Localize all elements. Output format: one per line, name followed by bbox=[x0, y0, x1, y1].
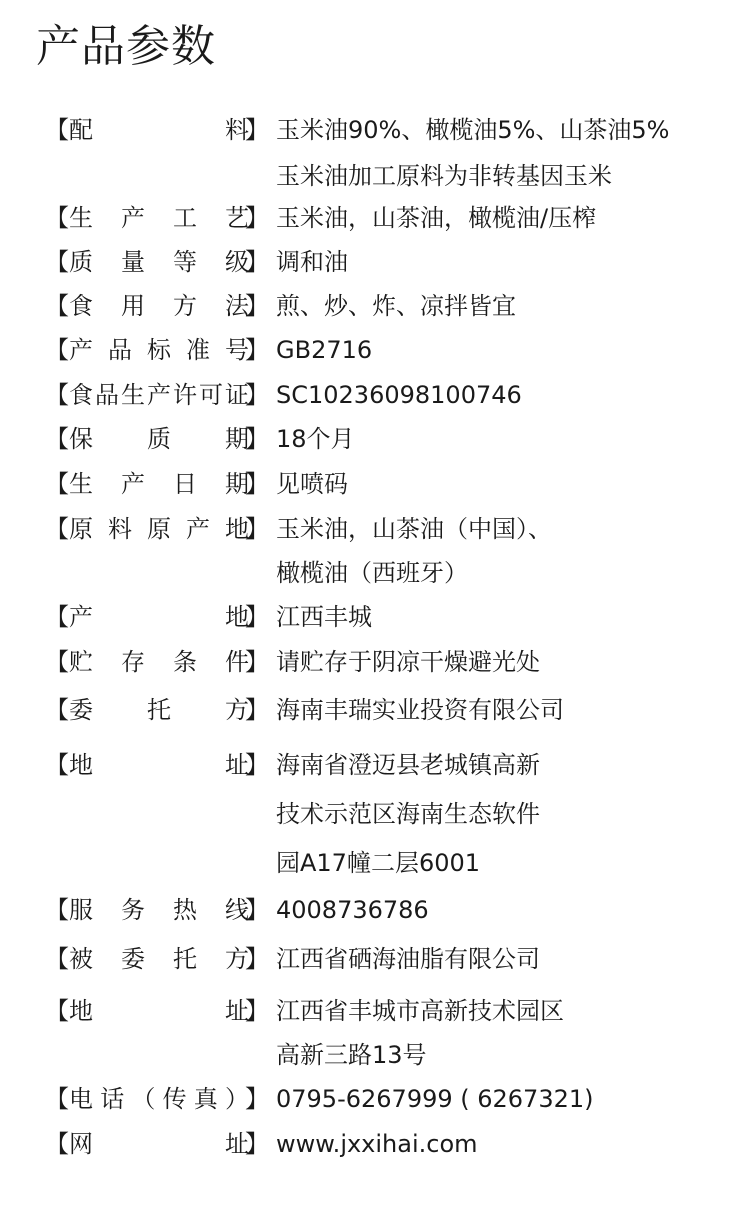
spec-label bbox=[45, 113, 275, 147]
spec-value bbox=[276, 422, 736, 468]
spec-label bbox=[45, 600, 275, 634]
spec-value-line: 玉米油90%、橄榄油5%、山茶油5% bbox=[276, 116, 670, 144]
spec-value-line: www.jxxihai.com bbox=[276, 1130, 478, 1158]
spec-value-line: 技术示范区海南生态软件 bbox=[276, 800, 540, 828]
spec-label-text: 被 委 托 方 bbox=[69, 945, 249, 973]
spec-label bbox=[45, 1127, 275, 1161]
spec-label bbox=[45, 994, 275, 1028]
left-bracket: 【 bbox=[45, 425, 69, 453]
left-bracket: 【 bbox=[45, 1085, 69, 1113]
spec-value-line: 玉米油加工原料为非转基因玉米 bbox=[276, 162, 612, 190]
spec-label-text: 电 话 （ 传 真 ） bbox=[69, 1085, 249, 1113]
spec-label-text: 地 址 bbox=[69, 751, 249, 779]
spec-label bbox=[45, 1082, 275, 1116]
left-bracket: 【 bbox=[45, 292, 69, 320]
right-bracket: 】 bbox=[245, 896, 269, 924]
spec-value-line: 玉米油，山茶油（中国）、 bbox=[276, 515, 552, 543]
left-bracket: 【 bbox=[45, 515, 69, 543]
spec-label-text: 产 地 bbox=[69, 603, 249, 631]
left-bracket: 【 bbox=[45, 896, 69, 924]
spec-value-line: 玉米油，山茶油，橄榄油/压榨 bbox=[276, 204, 597, 232]
left-bracket: 【 bbox=[45, 470, 69, 498]
spec-value bbox=[276, 512, 736, 600]
right-bracket: 】 bbox=[245, 292, 269, 320]
spec-label-text: 地 址 bbox=[69, 997, 249, 1025]
spec-value bbox=[276, 245, 736, 291]
right-bracket: 】 bbox=[245, 603, 269, 631]
left-bracket: 【 bbox=[45, 204, 69, 232]
spec-label bbox=[45, 942, 275, 976]
left-bracket: 【 bbox=[45, 336, 69, 364]
right-bracket: 】 bbox=[245, 381, 269, 409]
spec-value bbox=[276, 942, 736, 988]
spec-value bbox=[276, 994, 736, 1082]
right-bracket: 】 bbox=[245, 945, 269, 973]
spec-value-line: 请贮存于阴凉干燥避光处 bbox=[276, 648, 540, 676]
left-bracket: 【 bbox=[45, 648, 69, 676]
left-bracket: 【 bbox=[45, 945, 69, 973]
spec-value bbox=[276, 333, 736, 379]
spec-label-text: 产 品 标 准 号 bbox=[69, 336, 249, 364]
left-bracket: 【 bbox=[45, 997, 69, 1025]
left-bracket: 【 bbox=[45, 1130, 69, 1158]
right-bracket: 】 bbox=[245, 1085, 269, 1113]
spec-label-text: 网 址 bbox=[69, 1130, 249, 1158]
spec-label-text: 生 产 工 艺 bbox=[69, 204, 249, 232]
spec-value bbox=[276, 645, 736, 691]
spec-value-line: 见喷码 bbox=[276, 470, 348, 498]
spec-label bbox=[45, 512, 275, 546]
spec-label-text: 贮 存 条 件 bbox=[69, 648, 249, 676]
spec-label bbox=[45, 645, 275, 679]
spec-label-text: 质 量 等 级 bbox=[69, 248, 249, 276]
spec-value bbox=[276, 748, 736, 895]
spec-value bbox=[276, 893, 736, 939]
right-bracket: 】 bbox=[245, 997, 269, 1025]
spec-label bbox=[45, 245, 275, 279]
spec-value bbox=[276, 201, 736, 247]
spec-label-text: 生 产 日 期 bbox=[69, 470, 249, 498]
spec-value-line: 海南省澄迈县老城镇高新 bbox=[276, 751, 540, 779]
spec-value-line: 18个月 bbox=[276, 425, 355, 453]
spec-value bbox=[276, 113, 736, 205]
right-bracket: 】 bbox=[245, 336, 269, 364]
right-bracket: 】 bbox=[245, 696, 269, 724]
right-bracket: 】 bbox=[245, 470, 269, 498]
right-bracket: 】 bbox=[245, 751, 269, 779]
left-bracket: 【 bbox=[45, 751, 69, 779]
right-bracket: 】 bbox=[245, 116, 269, 144]
spec-value-line: 海南丰瑞实业投资有限公司 bbox=[276, 696, 564, 724]
spec-value-line: 4008736786 bbox=[276, 896, 429, 924]
spec-value bbox=[276, 693, 736, 739]
spec-value-line: 橄榄油（西班牙） bbox=[276, 559, 468, 587]
left-bracket: 【 bbox=[45, 603, 69, 631]
spec-label-text: 委 托 方 bbox=[69, 696, 249, 724]
spec-value-line: 江西丰城 bbox=[276, 603, 372, 631]
spec-value-line: 高新三路13号 bbox=[276, 1041, 427, 1069]
spec-value-line: 煎、炒、炸、凉拌皆宜 bbox=[276, 292, 516, 320]
spec-value-line: 园A17幢二层6001 bbox=[276, 849, 481, 877]
spec-value bbox=[276, 289, 736, 335]
spec-label bbox=[45, 467, 275, 501]
spec-label-text: 食 用 方 法 bbox=[69, 292, 249, 320]
spec-value bbox=[276, 600, 736, 646]
spec-label-text: 配 料 bbox=[69, 116, 249, 144]
spec-value bbox=[276, 467, 736, 513]
right-bracket: 】 bbox=[245, 515, 269, 543]
spec-label bbox=[45, 201, 275, 235]
spec-label bbox=[45, 422, 275, 456]
right-bracket: 】 bbox=[245, 248, 269, 276]
left-bracket: 【 bbox=[45, 248, 69, 276]
left-bracket: 【 bbox=[45, 381, 69, 409]
right-bracket: 】 bbox=[245, 425, 269, 453]
spec-label bbox=[45, 289, 275, 323]
spec-label bbox=[45, 693, 275, 727]
spec-label-text: 原 料 原 产 地 bbox=[69, 515, 249, 543]
spec-label bbox=[45, 893, 275, 927]
spec-value-line: 江西省丰城市高新技术园区 bbox=[276, 997, 564, 1025]
spec-value-line: 江西省硒海油脂有限公司 bbox=[276, 945, 540, 973]
spec-value-line: 调和油 bbox=[276, 248, 348, 276]
page-title: 产品参数 bbox=[36, 21, 216, 72]
spec-label bbox=[45, 748, 275, 782]
spec-value bbox=[276, 378, 736, 424]
spec-label bbox=[45, 378, 275, 412]
right-bracket: 】 bbox=[245, 1130, 269, 1158]
spec-value bbox=[276, 1127, 736, 1173]
right-bracket: 】 bbox=[245, 204, 269, 232]
spec-label bbox=[45, 333, 275, 367]
spec-value-line: 0795-6267999 ( 6267321) bbox=[276, 1085, 594, 1113]
right-bracket: 】 bbox=[245, 648, 269, 676]
spec-value-line: SC10236098100746 bbox=[276, 381, 522, 409]
spec-label-text: 保 质 期 bbox=[69, 425, 249, 453]
spec-value bbox=[276, 1082, 736, 1128]
left-bracket: 【 bbox=[45, 116, 69, 144]
left-bracket: 【 bbox=[45, 696, 69, 724]
spec-value-line: GB2716 bbox=[276, 336, 373, 364]
spec-label-text: 服 务 热 线 bbox=[69, 896, 249, 924]
spec-label-text: 食 品 生 产 许 可 证 bbox=[69, 381, 249, 409]
